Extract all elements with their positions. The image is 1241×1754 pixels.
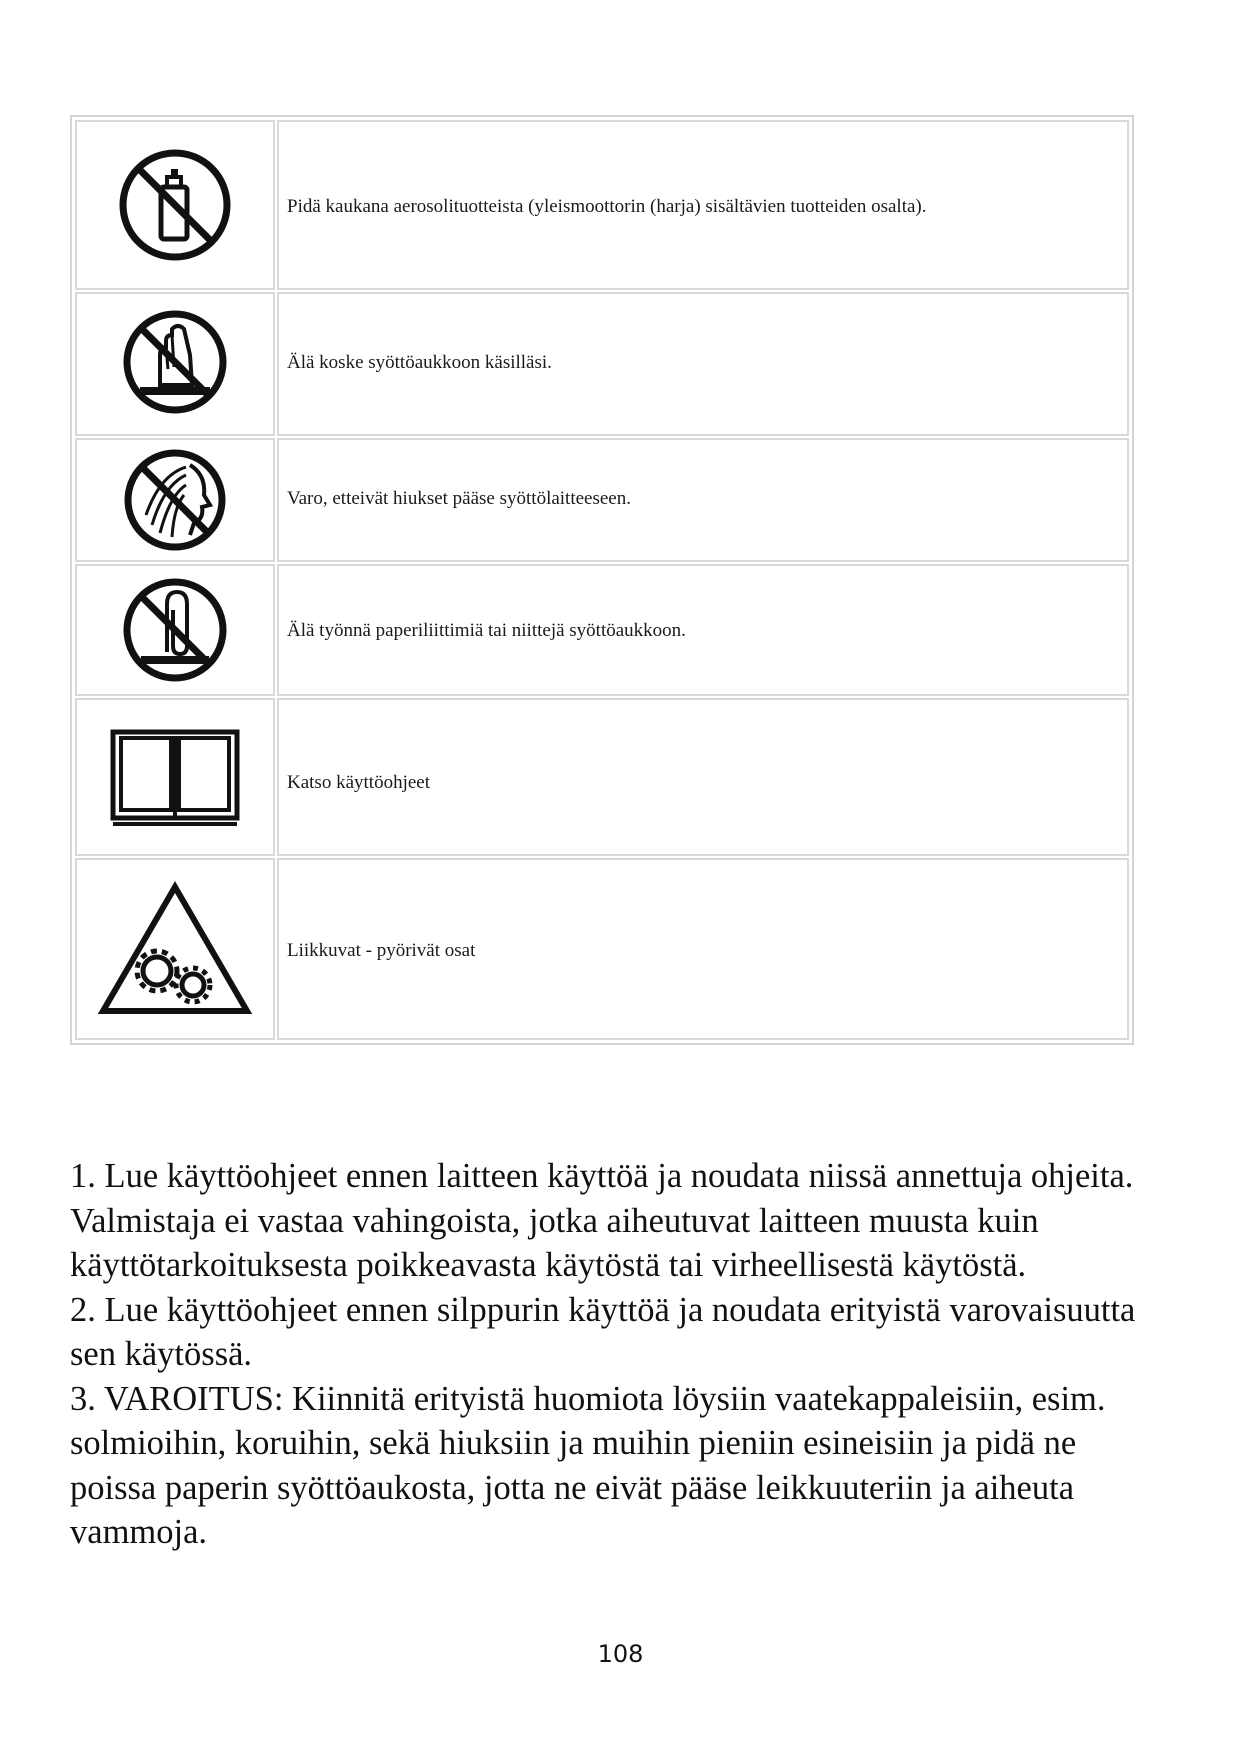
symbol-row-manual [74, 697, 1130, 857]
symbol-icon-cell [75, 292, 275, 436]
symbol-icon-cell [75, 438, 275, 562]
symbol-icon-cell [75, 120, 275, 290]
instruction-paragraph: 3. VAROITUS: Kiinnitä erityistä huomiota löysiin vaatekappaleisiin, esim. solmioihin, koruihin, sekä hiuksiin ja muihin pieniin esineisiin ja pidä ne poissa paperin syöttöaukosta, jotta ne eivät pääse leikkuuteriin ja aiheuta vammoja. [70, 1379, 1106, 1551]
symbol-row-aerosol [74, 119, 1130, 291]
symbol-icon-cell [75, 698, 275, 856]
symbol-description: Varo, etteivät hiukset pääse syöttölaitteeseen. [277, 438, 1129, 562]
symbol-row-hair [74, 437, 1130, 563]
safety-instructions [70, 1154, 1170, 1555]
symbol-description: Liikkuvat - pyörivät osat [277, 858, 1129, 1040]
instruction-paragraph: 1. Lue käyttöohjeet ennen laitteen käyttöä ja noudata niissä annettuja ohjeita. Valmistaja ei vastaa vahingoista, jotka aiheutuvat laitteen muusta kuin käyttötarkoituksesta poikkeavasta käytöstä tai virheellisestä käytöstä. [70, 1157, 1134, 1284]
symbol-icon-cell [75, 564, 275, 696]
no-aerosol-icon [115, 145, 235, 265]
safety-symbols-table [70, 115, 1134, 1045]
page-number: 108 [597, 1640, 644, 1668]
no-hair-icon [120, 445, 230, 555]
moving-parts-warning-icon [95, 879, 255, 1019]
symbol-row-paperclip [74, 563, 1130, 697]
symbol-description: Älä työnnä paperiliittimiä tai niittejä syöttöaukkoon. [277, 564, 1129, 696]
instruction-paragraph: 2. Lue käyttöohjeet ennen silppurin käyttöä ja noudata erityistä varovaisuutta sen käytössä. [70, 1290, 1136, 1373]
symbol-description: Katso käyttöohjeet [277, 698, 1129, 856]
symbol-icon-cell [75, 858, 275, 1040]
symbol-row-moving-parts [74, 857, 1130, 1041]
symbol-description: Pidä kaukana aerosolituotteista (yleismoottorin (harja) sisältävien tuotteiden osalta). [277, 120, 1129, 290]
no-hand-contact-icon [118, 307, 232, 421]
symbol-row-hand [74, 291, 1130, 437]
no-paperclip-icon [119, 574, 231, 686]
symbol-description: Älä koske syöttöaukkoon käsilläsi. [277, 292, 1129, 436]
read-manual-icon [105, 722, 245, 832]
